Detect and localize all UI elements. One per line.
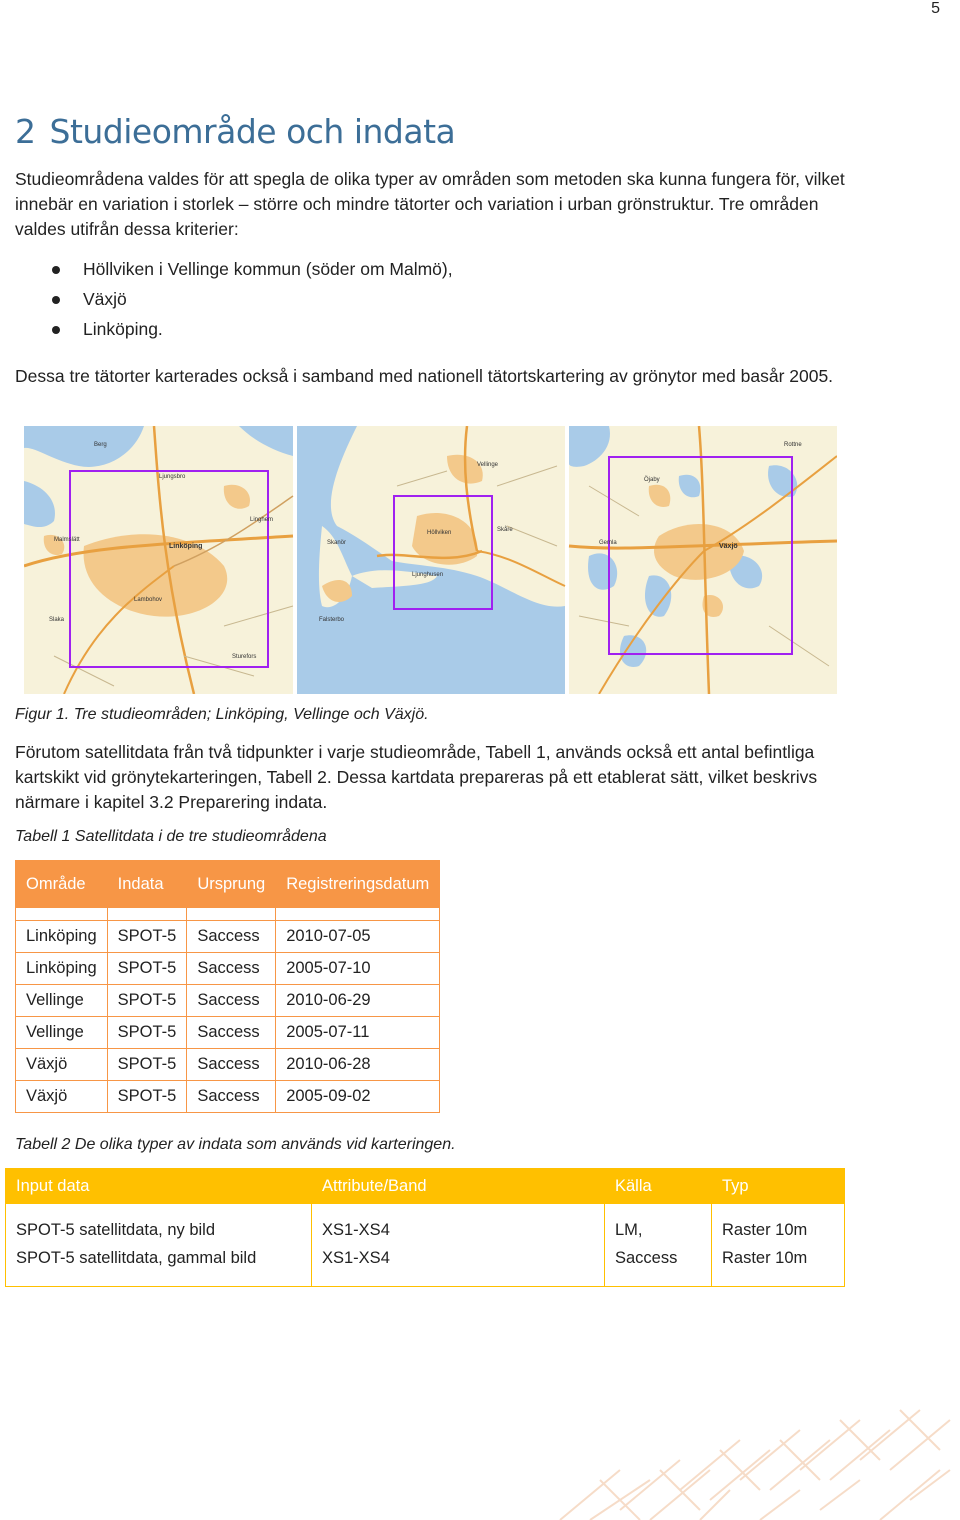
- table-cell: Saccess: [187, 985, 276, 1017]
- intro-paragraph: Studieområdena valdes för att spegla de olika typer av områden som metoden ska kunna fungera för, vilket innebär en variation i storlek – större och mindre tätorter och variation i urban grönstruktur. Tre områden valdes utifrån dessa kriterier:: [15, 169, 845, 239]
- map-label: Rottne: [784, 442, 802, 448]
- table-cell: SPOT-5: [107, 1081, 187, 1113]
- table-cell: 2005-07-11: [276, 1017, 440, 1049]
- column-header: Ursprung: [187, 861, 276, 908]
- table-row: [16, 921, 440, 953]
- table-cell: [312, 1204, 605, 1287]
- table-header-row: [6, 1169, 845, 1204]
- table-cell: 2005-09-02: [276, 1081, 440, 1113]
- map-label: Vellinge: [477, 462, 499, 468]
- page-number: 5: [931, 0, 940, 17]
- table-cell: 2010-06-28: [276, 1049, 440, 1081]
- list-item: Linköping.: [15, 317, 453, 347]
- cell-line: Raster 10m: [722, 1221, 808, 1239]
- column-header: Indata: [107, 861, 187, 908]
- map-label: Slaka: [49, 617, 65, 623]
- table-cell: SPOT-5: [107, 953, 187, 985]
- table-cell: Saccess: [187, 1081, 276, 1113]
- section-title: Studieområde och indata: [49, 112, 456, 151]
- study-area-maps: [24, 426, 837, 694]
- figure-caption: Figur 1. Tre studieområden; Linköping, Vellinge och Växjö.: [15, 706, 429, 723]
- table-cell: [712, 1204, 845, 1287]
- table-row: [16, 1081, 440, 1113]
- map-label: Falsterbo: [319, 617, 345, 623]
- table-cell: 2005-07-10: [276, 953, 440, 985]
- decorative-hatch-pattern: [0, 1320, 960, 1520]
- table-row: [16, 985, 440, 1017]
- list-item: Höllviken i Vellinge kommun (söder om Malmö),: [15, 257, 453, 287]
- map-vellinge: [297, 426, 565, 694]
- section-heading: [15, 112, 455, 151]
- cell-line: Saccess: [615, 1249, 678, 1267]
- list-item: Växjö: [15, 287, 453, 317]
- map-label: Skåre: [497, 527, 513, 533]
- table-cell: Saccess: [187, 1049, 276, 1081]
- cell-line: XS1-XS4: [322, 1221, 390, 1239]
- map-label: Ljunghusen: [412, 572, 444, 578]
- cell-line: Raster 10m: [722, 1249, 808, 1267]
- table-row: [16, 953, 440, 985]
- table-cell: 2010-07-05: [276, 921, 440, 953]
- section-number: 2: [15, 112, 36, 151]
- satellite-data-table: [15, 860, 440, 1113]
- map-label: Öjaby: [644, 477, 660, 483]
- map-label: Linköping: [169, 543, 203, 550]
- input-data-table: [5, 1168, 845, 1287]
- table-cell: SPOT-5: [107, 921, 187, 953]
- column-header: Attribute/Band: [312, 1169, 605, 1204]
- cell-line: SPOT-5 satellitdata, ny bild: [16, 1221, 216, 1239]
- map-label: Höllviken: [427, 530, 452, 536]
- table-cell: SPOT-5: [107, 985, 187, 1017]
- map-label: Sturefors: [232, 654, 257, 660]
- table2-caption: Tabell 2 De olika typer av indata som används vid karteringen.: [15, 1136, 456, 1153]
- map-label: Ljungsbro: [159, 474, 186, 480]
- column-header: Område: [16, 861, 108, 908]
- table-cell: Linköping: [16, 921, 108, 953]
- map-label: Berg: [94, 442, 107, 448]
- table-cell: Saccess: [187, 921, 276, 953]
- map-linkoping: [24, 426, 293, 694]
- map-label: Gemla: [599, 540, 617, 546]
- table-cell: Linköping: [16, 953, 108, 985]
- paragraph-satellite: Förutom satellitdata från två tidpunkter i varje studieområde, Tabell 1, används också ett antal befintliga kartskikt vid grönytekarteringen, Tabell 2. Dessa kartdata prepareras på ett etablerat sätt, vilket beskrivs närmare i kapitel 3.2 Preparering indata.: [15, 742, 818, 812]
- table-cell: Vellinge: [16, 985, 108, 1017]
- cell-line: LM,: [615, 1221, 643, 1239]
- table-cell: 2010-06-29: [276, 985, 440, 1017]
- table-header-row: [16, 861, 440, 908]
- map-label: Malmslätt: [54, 537, 80, 543]
- paragraph-basyear: Dessa tre tätorter karterades också i samband med nationell tätortskartering av grönytor med basår 2005.: [15, 366, 834, 386]
- column-header: Källa: [605, 1169, 712, 1204]
- table-cell: Saccess: [187, 1017, 276, 1049]
- map-label: Skanör: [327, 540, 347, 546]
- table-row: [16, 1049, 440, 1081]
- table-cell: Växjö: [16, 1049, 108, 1081]
- table-cell: SPOT-5: [107, 1049, 187, 1081]
- cell-line: XS1-XS4: [322, 1249, 390, 1267]
- table-row: [6, 1204, 845, 1287]
- table-cell: [6, 1204, 312, 1287]
- map-label: Lambohov: [134, 597, 163, 603]
- table-cell: Vellinge: [16, 1017, 108, 1049]
- table-cell: SPOT-5: [107, 1017, 187, 1049]
- map-vaxjo: [569, 426, 837, 694]
- table-cell: Saccess: [187, 953, 276, 985]
- column-header: Registreringsdatum: [276, 861, 440, 908]
- table-cell: [605, 1204, 712, 1287]
- table-cell: Växjö: [16, 1081, 108, 1113]
- map-label: Linghem: [250, 517, 274, 523]
- column-header: Input data: [6, 1169, 312, 1204]
- table-row: [16, 1017, 440, 1049]
- map-label: Växjö: [719, 543, 738, 550]
- table1-caption: Tabell 1 Satellitdata i de tre studieområdena: [15, 828, 327, 845]
- cell-line: SPOT-5 satellitdata, gammal bild: [16, 1249, 257, 1267]
- criteria-list: [15, 257, 453, 347]
- column-header: Typ: [712, 1169, 845, 1204]
- table-spacer: [16, 908, 440, 921]
